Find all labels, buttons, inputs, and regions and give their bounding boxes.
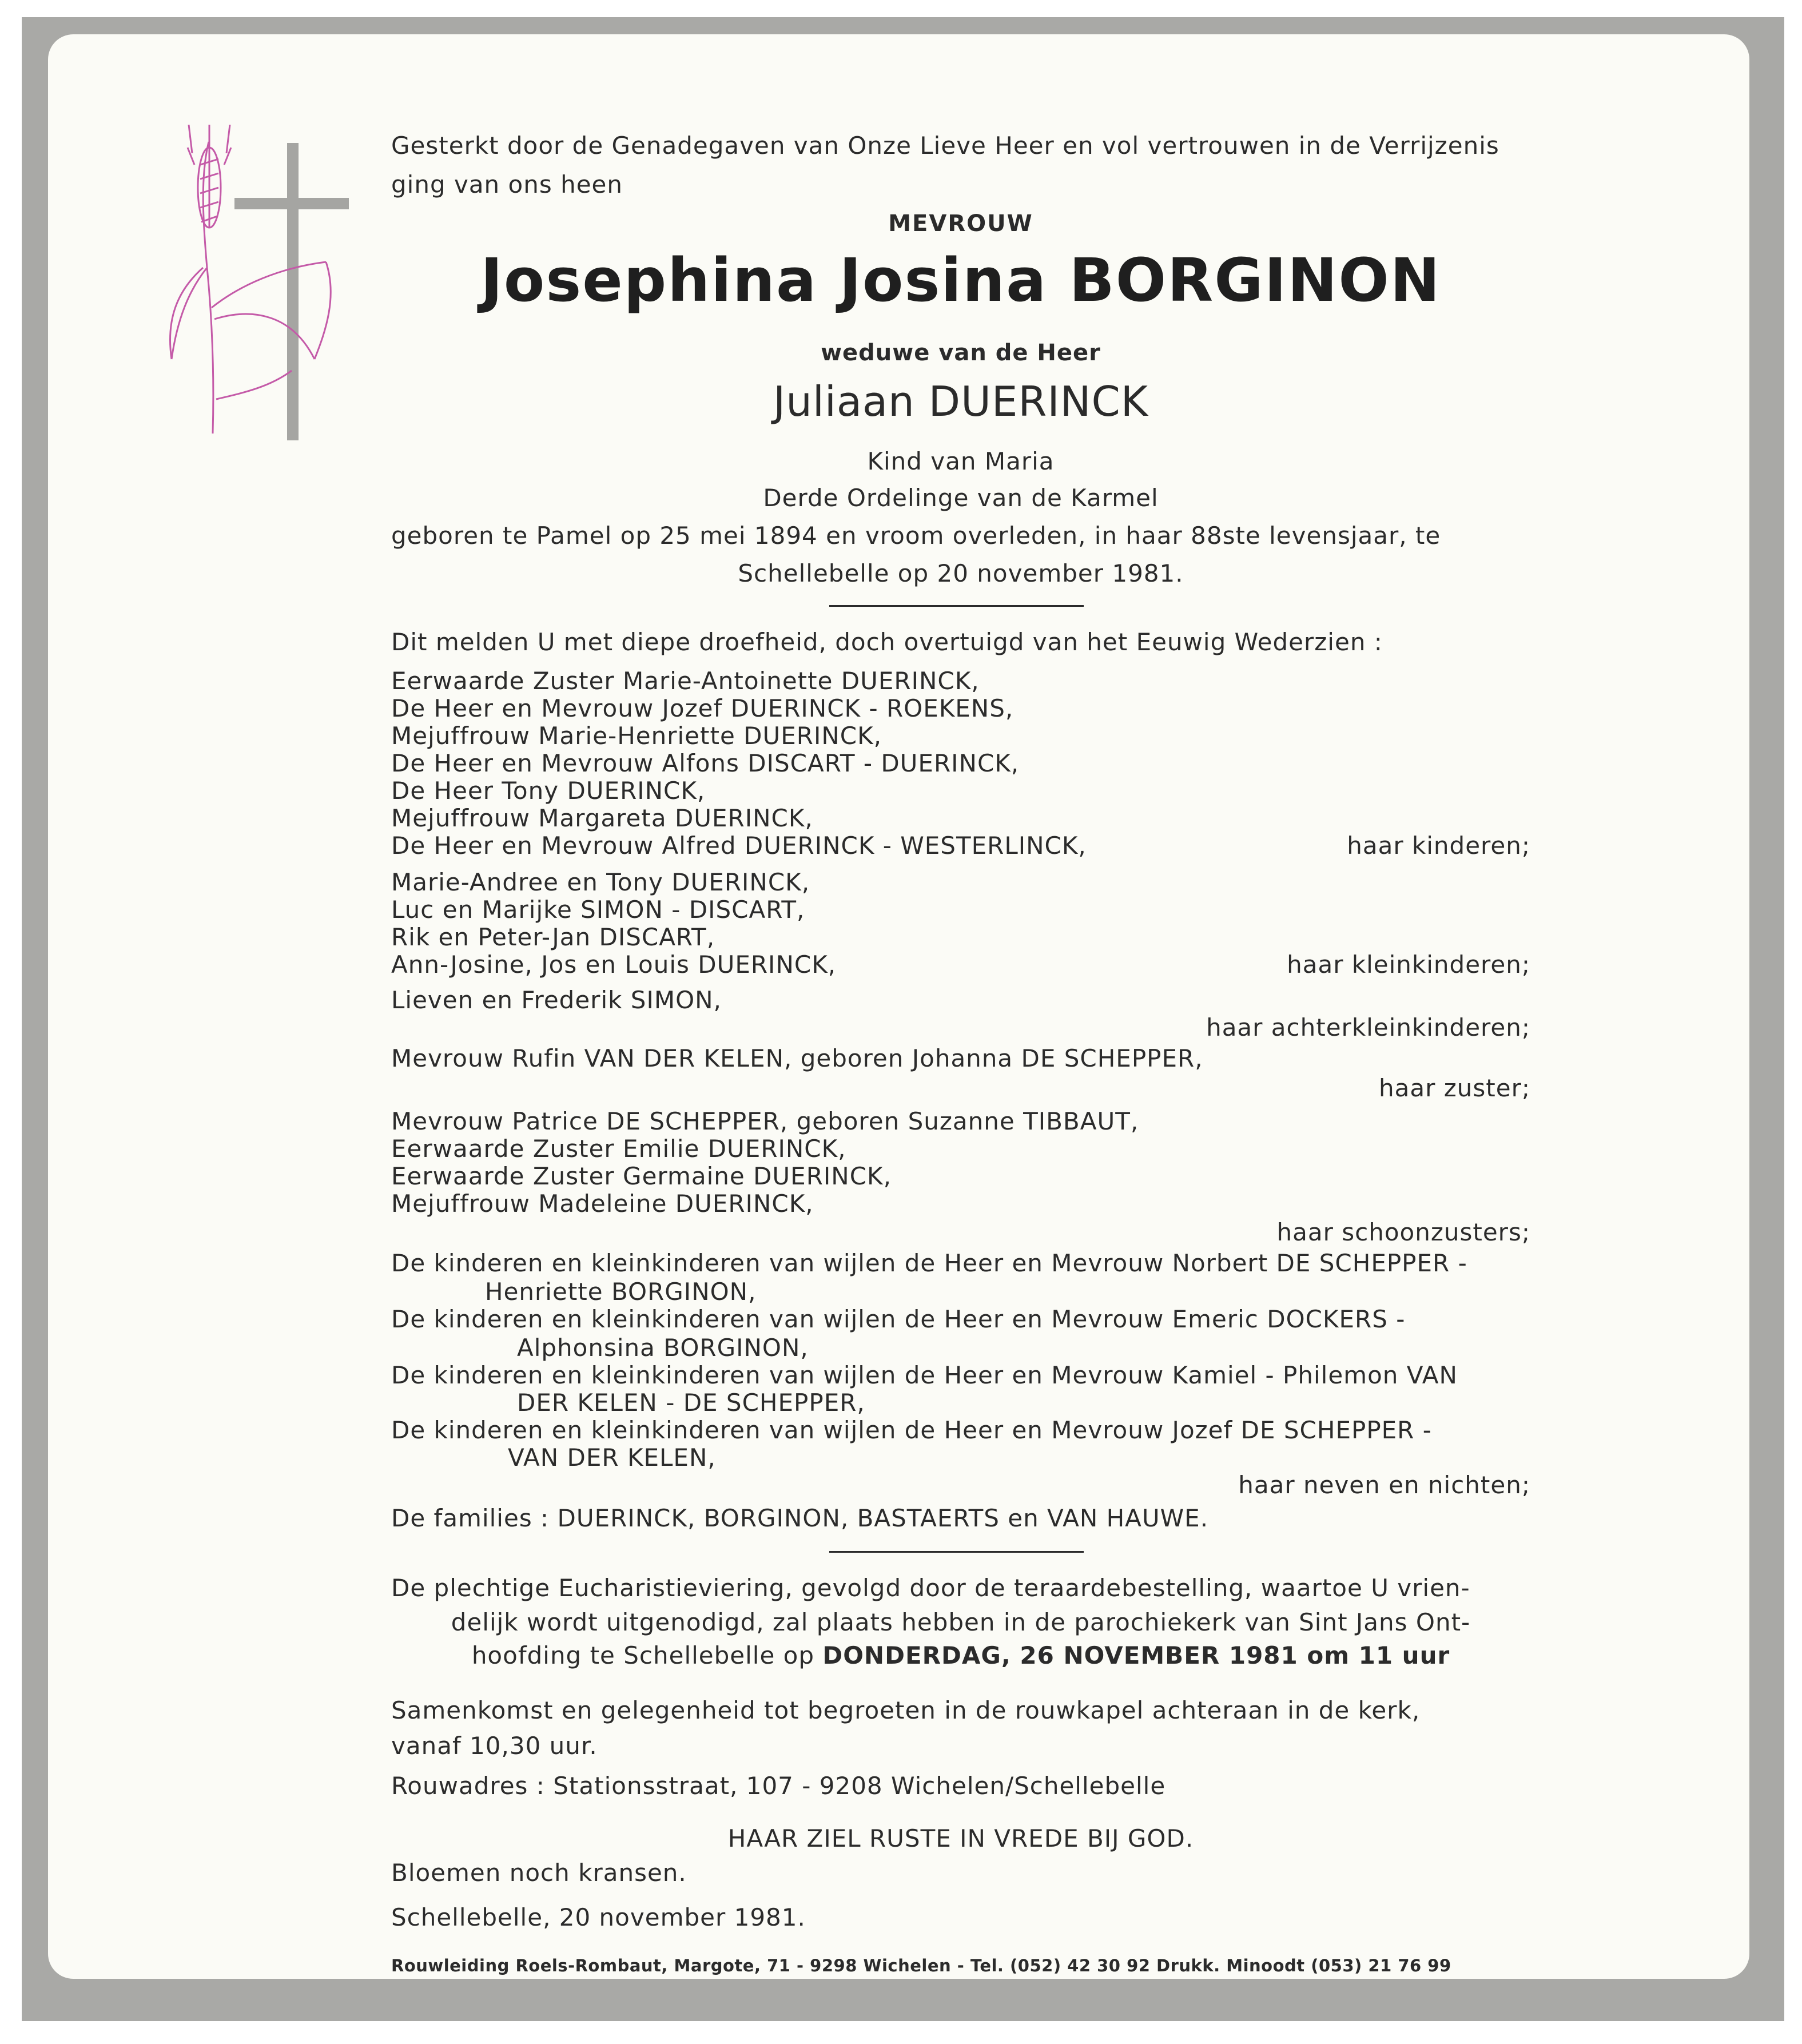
- ceremony-date: DONDERDAG, 26 NOVEMBER 1981 om 11 uur: [822, 1641, 1450, 1669]
- gathering-line-1: Samenkomst en gelegenheid tot begroeten in de rouwkapel achteraan in de kerk,: [391, 1696, 1421, 1724]
- list-item: De kinderen en kleinkinderen van wijlen de Heer en Mevrouw Norbert DE SCHEPPER -: [391, 1249, 1467, 1277]
- list-item: Mejuffrouw Margareta DUERINCK,: [391, 804, 813, 832]
- list-item: Rik en Peter-Jan DISCART,: [391, 923, 715, 951]
- list-item: De Heer en Mevrouw Jozef DUERINCK - ROEKENS,: [391, 694, 1014, 722]
- printer-footer: Rouwleiding Roels-Rombaut, Margote, 71 - 9298 Wichelen - Tel. (052) 42 30 92 Drukk. Minoodt (053) 21 76 99: [391, 1956, 1451, 1975]
- list-item: VAN DER KELEN,: [508, 1443, 716, 1472]
- flowers-line: Bloemen noch kransen.: [391, 1859, 687, 1887]
- ceremony-line-3: [391, 1641, 1530, 1670]
- ceremony-line-1: De plechtige Eucharistieviering, gevolgd door de teraardebestelling, waartoe U vrien-: [391, 1574, 1470, 1602]
- divider: [829, 605, 1084, 607]
- families-line: De families : DUERINCK, BORGINON, BASTAERTS en VAN HAUWE.: [391, 1504, 1209, 1532]
- deceased-name: Josephina Josina BORGINON: [480, 245, 1441, 315]
- ceremony-location: hoofding te Schellebelle op: [471, 1641, 823, 1669]
- list-item: Luc en Marijke SIMON - DISCART,: [391, 896, 805, 924]
- list-item: Alphonsina BORGINON,: [517, 1334, 809, 1362]
- list-item: De kinderen en kleinkinderen van wijlen de Heer en Mevrouw Jozef DE SCHEPPER -: [391, 1416, 1432, 1444]
- list-item: De kinderen en kleinkinderen van wijlen de Heer en Mevrouw Emeric DOCKERS -: [391, 1305, 1406, 1333]
- list-item: Mevrouw Rufin VAN DER KELEN, geboren Johanna DE SCHEPPER,: [391, 1044, 1203, 1072]
- gathering-line-2: vanaf 10,30 uur.: [391, 1732, 598, 1760]
- list-item: Mejuffrouw Madeleine DUERINCK,: [391, 1190, 814, 1218]
- cross-and-wheat-icon: [154, 125, 360, 445]
- prayer-line: HAAR ZIEL RUSTE IN VREDE BIJ GOD.: [727, 1824, 1194, 1852]
- honorific: MEVROUW: [888, 210, 1033, 237]
- relation-label: haar kleinkinderen;: [1287, 951, 1530, 979]
- widow-of: weduwe van de Heer: [821, 340, 1101, 366]
- title-line-1: Kind van Maria: [867, 447, 1055, 475]
- list-item: Eerwaarde Zuster Emilie DUERINCK,: [391, 1135, 846, 1163]
- divider: [829, 1551, 1084, 1553]
- list-item: Henriette BORGINON,: [485, 1278, 757, 1306]
- list-item: De Heer en Mevrouw Alfred DUERINCK - WESTERLINCK,: [391, 832, 1087, 860]
- list-item: Eerwaarde Zuster Marie-Antoinette DUERINCK,: [391, 667, 980, 695]
- intro-line-2: ging van ons heen: [391, 170, 623, 198]
- list-item: Eerwaarde Zuster Germaine DUERINCK,: [391, 1162, 892, 1190]
- relation-label: haar neven en nichten;: [1238, 1471, 1530, 1499]
- relation-label: haar achterkleinkinderen;: [1206, 1013, 1530, 1041]
- list-item: De Heer en Mevrouw Alfons DISCART - DUERINCK,: [391, 749, 1020, 777]
- relation-label: haar zuster;: [1379, 1074, 1530, 1102]
- husband-name: Juliaan DUERINCK: [773, 377, 1148, 425]
- relation-label: haar schoonzusters;: [1276, 1218, 1530, 1246]
- list-item: Ann-Josine, Jos en Louis DUERINCK,: [391, 951, 837, 979]
- title-line-2: Derde Ordelinge van de Karmel: [763, 484, 1159, 512]
- list-item: De Heer Tony DUERINCK,: [391, 777, 706, 805]
- relation-label: haar kinderen;: [1347, 832, 1530, 860]
- ceremony-line-2: delijk wordt uitgenodigd, zal plaats hebben in de parochiekerk van Sint Jans Ont-: [451, 1608, 1471, 1636]
- birth-death-line-2: Schellebelle op 20 november 1981.: [738, 559, 1184, 587]
- list-item: De kinderen en kleinkinderen van wijlen de Heer en Mevrouw Kamiel - Philemon VAN: [391, 1361, 1458, 1389]
- list-item: Marie-Andree en Tony DUERINCK,: [391, 868, 810, 896]
- list-item: Mejuffrouw Marie-Henriette DUERINCK,: [391, 722, 882, 750]
- list-item: DER KELEN - DE SCHEPPER,: [517, 1389, 865, 1417]
- address-line: Rouwadres : Stationsstraat, 107 - 9208 Wichelen/Schellebelle: [391, 1772, 1166, 1800]
- announcement-intro: Dit melden U met diepe droefheid, doch overtuigd van het Eeuwig Wederzien :: [391, 628, 1383, 656]
- birth-death-line-1: geboren te Pamel op 25 mei 1894 en vroom overleden, in haar 88ste levensjaar, te: [391, 522, 1441, 550]
- intro-line-1: Gesterkt door de Genadegaven van Onze Lieve Heer en vol vertrouwen in de Verrijzenis: [391, 132, 1499, 160]
- list-item: Mevrouw Patrice DE SCHEPPER, geboren Suzanne TIBBAUT,: [391, 1107, 1139, 1135]
- dateline: Schellebelle, 20 november 1981.: [391, 1903, 806, 1931]
- list-item: Lieven en Frederik SIMON,: [391, 986, 722, 1014]
